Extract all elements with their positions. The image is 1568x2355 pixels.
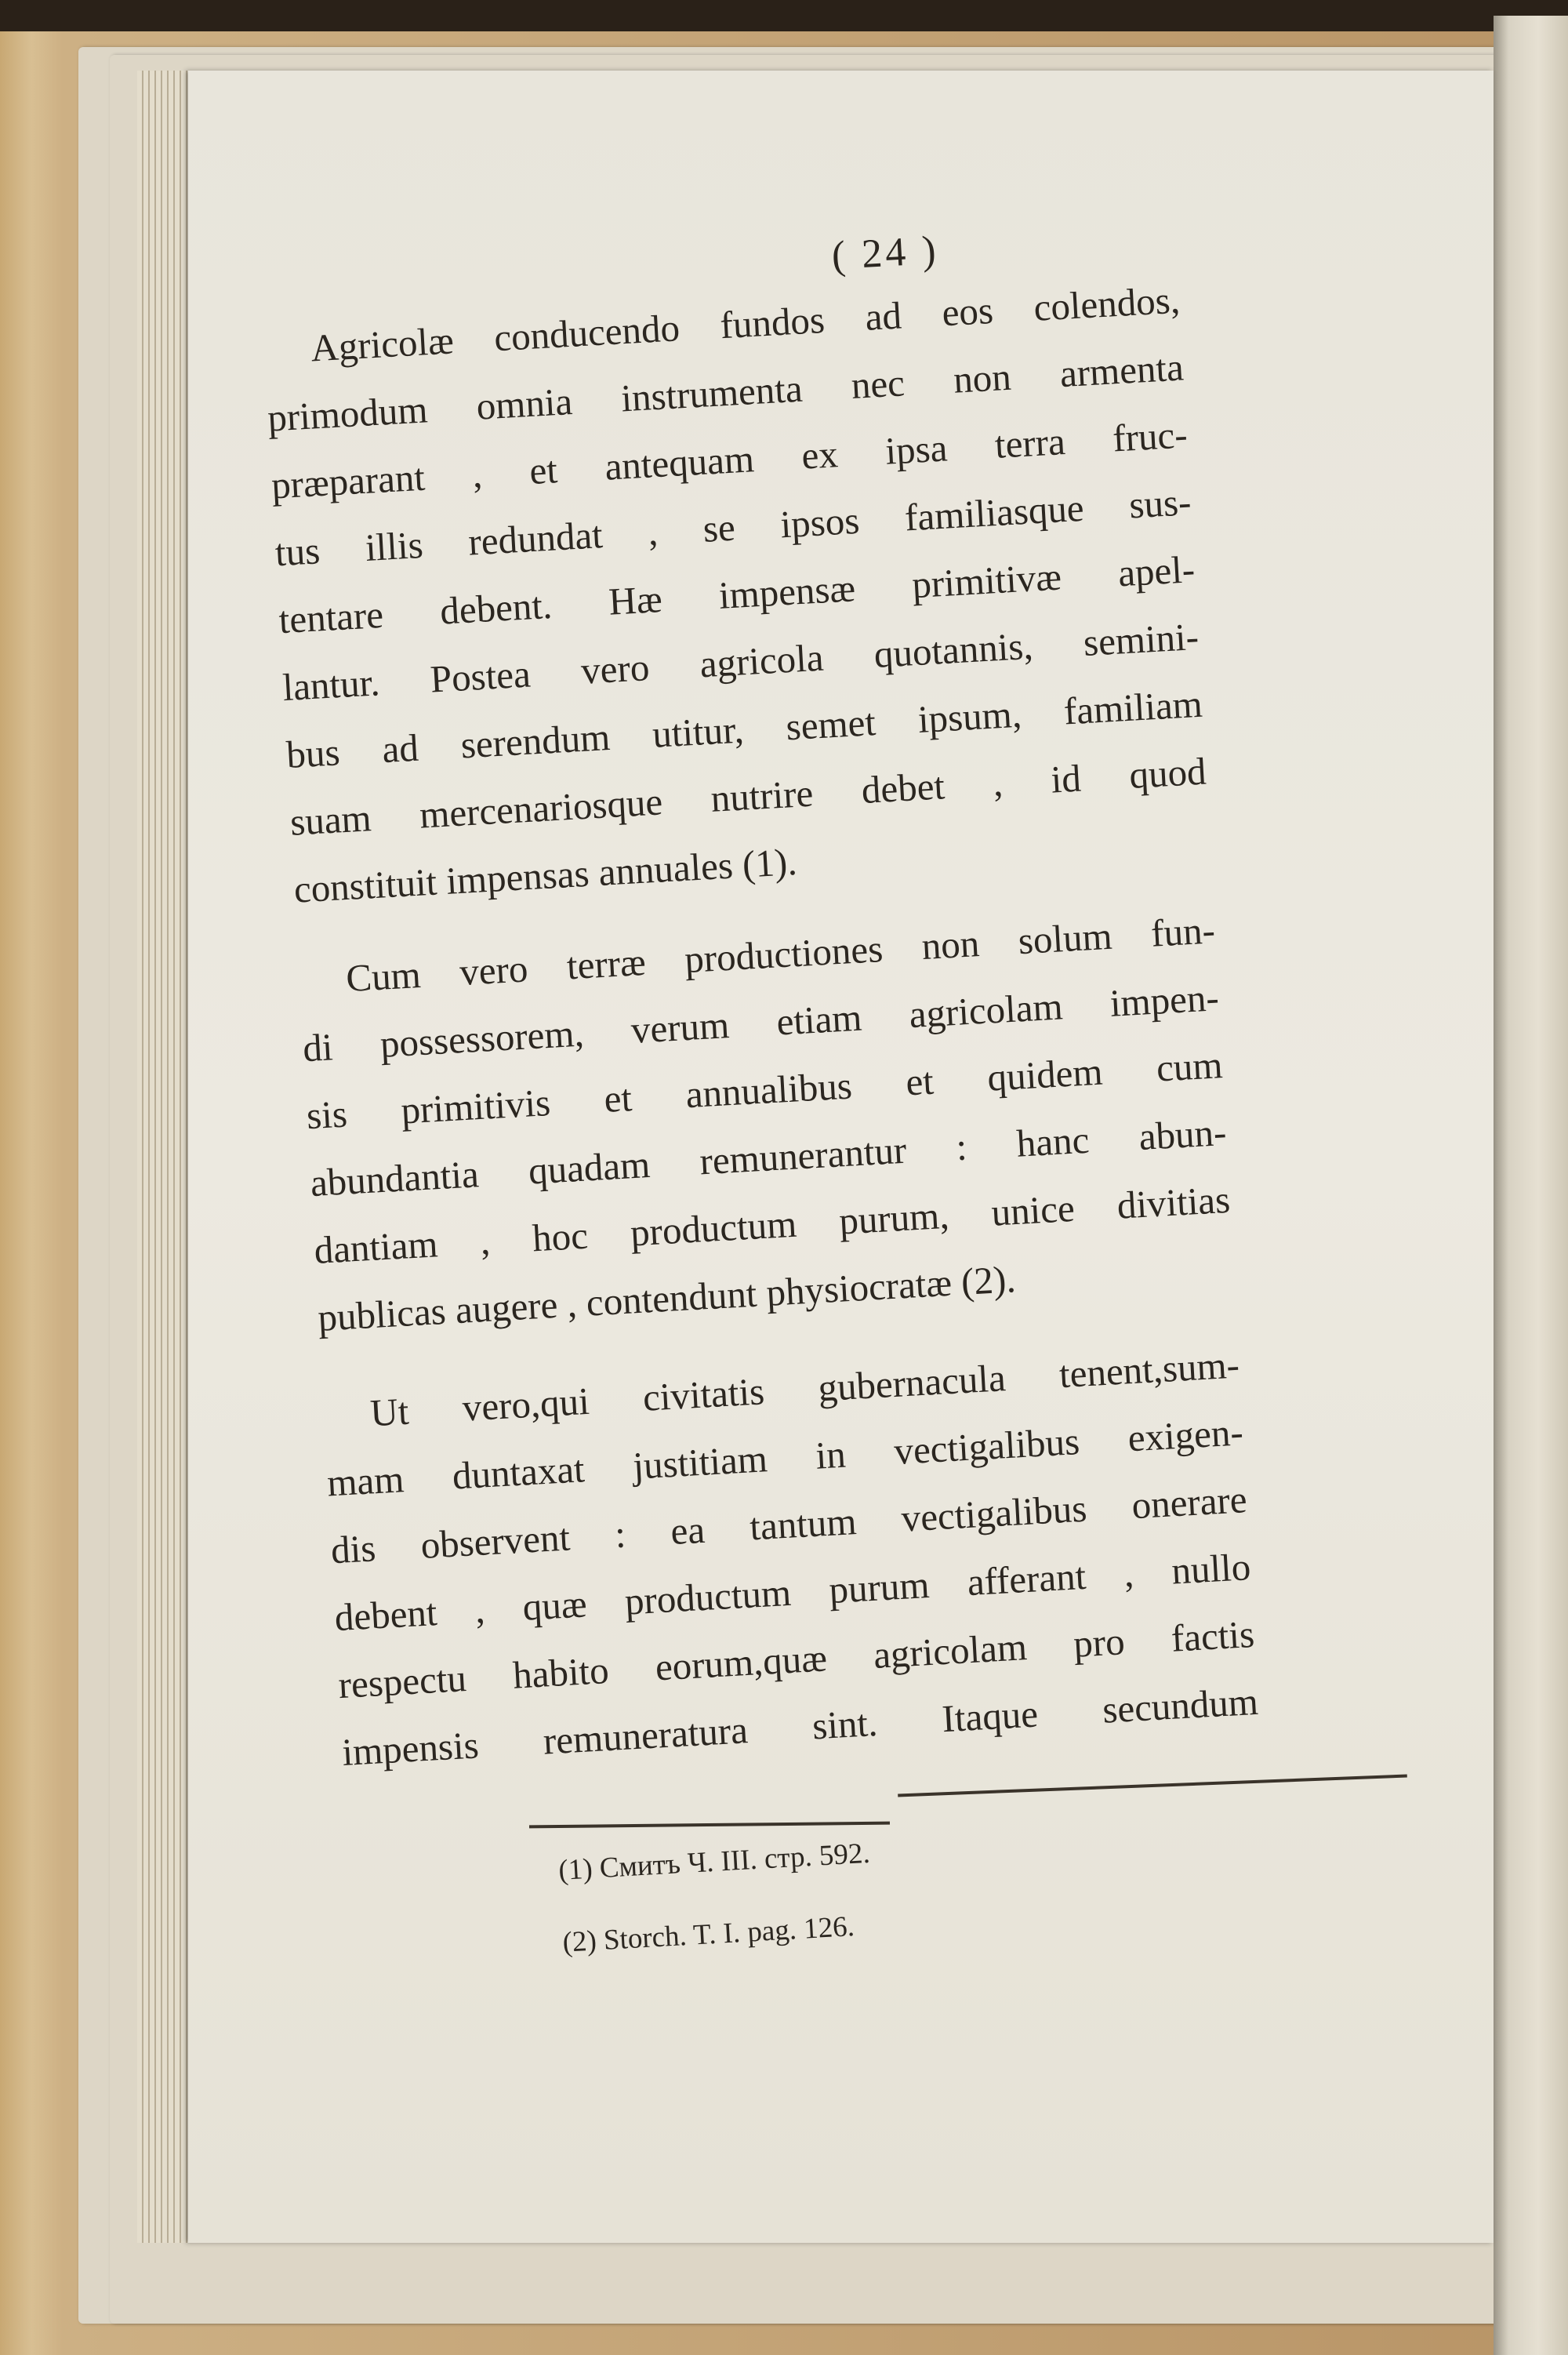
text-line: suam mercenariosque nutrire debet , id quod: [289, 749, 1207, 844]
text-line: Cum vero terræ productiones non solum fun-: [344, 908, 1217, 1001]
text-line: tentare debent. Hæ impensæ primitivæ apel-: [278, 547, 1196, 642]
facing-page-edge: [1494, 16, 1568, 2355]
text-line: dis observent : ea tantum vectigalibus onerare: [329, 1477, 1248, 1572]
text-line: bus ad serendum utitur, semet ipsum, familiam: [285, 681, 1204, 776]
text-line: dantiam , hoc productum purum, unice divitias: [313, 1177, 1232, 1272]
text-line: constituit impensas annuales (1).: [292, 839, 798, 911]
paragraph-1: [262, 267, 1211, 924]
footnote-1: (1) Смитъ Ч. III. стр. 592.: [557, 1837, 871, 1887]
text-line: di possessorem, verum etiam agricolam impen-: [301, 976, 1221, 1070]
text-line: præparant , et antequam ex ipsa terra fruc-: [270, 412, 1189, 507]
paragraph-3: [321, 1331, 1260, 1786]
text-line: respectu habito eorum,quæ agricolam pro factis: [337, 1612, 1256, 1707]
text-line: tus illis redundat , se ipsos familiasque sus-: [274, 480, 1192, 575]
text-line: lantur. Postea vero agricola quotannis, semini-: [281, 614, 1200, 710]
text-line: publicas augere , contendunt physiocratæ (2).: [316, 1257, 1017, 1339]
text-line: sis primitivis et annualibus et quidem cum: [305, 1043, 1224, 1138]
text-line: impensis remuneratura sint. Itaque secundum: [340, 1679, 1260, 1774]
page-edges: [137, 71, 192, 2243]
text-line: primodum omnia instrumenta nec non armenta: [266, 345, 1185, 440]
text-line: debent , quæ productum purum afferant , nullo: [333, 1545, 1252, 1640]
footnote-2: (2) Storch. T. I. pag. 126.: [561, 1910, 855, 1959]
text-line: abundantia quadam remunerantur : hanc abun-: [309, 1110, 1228, 1205]
text-line: Ut vero,qui civitatis gubernacula tenent,sum-: [368, 1343, 1241, 1435]
page-number: ( 24 ): [830, 227, 940, 279]
text-line: Agricolæ conducendo fundos ad eos colendos,: [309, 278, 1181, 370]
paragraph-2: [297, 896, 1236, 1352]
text-line: mam duntaxat justitiam in vectigalibus exigen-: [325, 1410, 1244, 1505]
